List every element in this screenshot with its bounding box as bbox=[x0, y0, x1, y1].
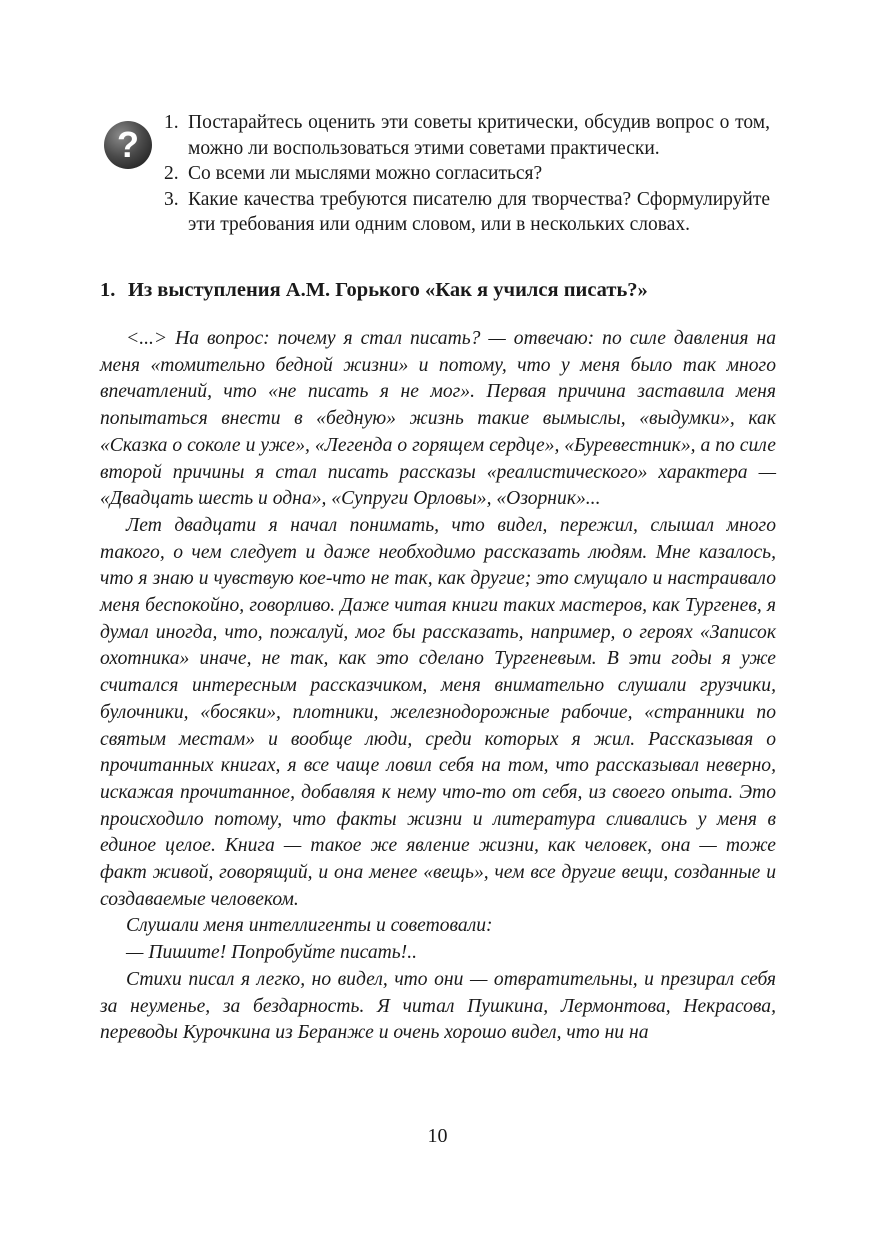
question-item bbox=[164, 161, 770, 187]
question-text: Со всеми ли мыслями можно согласиться? bbox=[188, 163, 543, 184]
question-text: Постарайтесь оценить эти советы критически, обсудив вопрос о том, можно ли воспользоваться этими советами практически. bbox=[188, 112, 770, 159]
article-body bbox=[100, 326, 776, 1047]
section-number: 1. bbox=[100, 279, 116, 301]
paragraph: Слушали меня интеллигенты и советовали: bbox=[126, 915, 493, 937]
question-number: 2. bbox=[164, 163, 179, 184]
section-title: Из выступления А.М. Горького «Как я учился писать?» bbox=[128, 279, 648, 301]
paragraph: — Пишите! Попробуйте писать!.. bbox=[126, 942, 418, 964]
page-number: 10 bbox=[427, 1125, 448, 1147]
question-item bbox=[164, 187, 770, 238]
svg-text:?: ? bbox=[117, 124, 139, 165]
question-mark-icon bbox=[103, 120, 153, 170]
question-item bbox=[164, 110, 770, 161]
section-heading bbox=[100, 276, 780, 304]
paragraph: <...> На вопрос: почему я стал писать? — отвечаю: по силе давления на меня «томительно бедной жизни» и потому, что у меня было так много впечатлений, что «не писать я не мог». Первая причина заставила меня попытаться внести в «бедную» жизнь такие вымыслы, «выдумки», как «Сказка о соколе и уже», «Легенда о горящем сердце», «Буревестник», а по силе второй причины я стал писать рассказы «реалистического» характера — «Двадцать шесть и одна», «Супруги Орловы», «Озорник»... bbox=[100, 328, 776, 510]
questions-list bbox=[164, 110, 770, 238]
question-number: 3. bbox=[164, 188, 179, 210]
question-text: Какие качества требуются писателю для творчества? Сформулируйте эти требования или одним словом, или в нескольких словах. bbox=[188, 188, 770, 235]
paragraph: Лет двадцати я начал понимать, что видел, пережил, слышал много такого, о чем следует и даже необходимо рассказать людям. Мне казалось, что я знаю и чувствую кое-что не так, как другие; это смущало и настраивало меня беспокойно, говорливо. Даже читая книги таких мастеров, как Тургенев, я думал иногда, что, пожалуй, мог бы рассказать, например, о героях «Записок охотника» иначе, не так, как это сделано Тургеневым. В эти годы я уже считался интересным рассказчиком, меня внимательно слушали грузчики, булочники, «босяки», плотники, железнодорожные рабочие, «странники по святым местам» и вообще люди, среди которых я жил. Рассказывая о прочитанных книгах, я все чаще ловил себя на том, что рассказывал неверно, искажая прочитанное, добавляя к нему что-то от себя, из своего опыта. Это происходило потому, что факты жизни и литература сливались у меня в единое целое. Книга — такое же явление жизни, как человек, она — тоже факт живой, говорящий, и она менее «вещь», чем все другие вещи, созданные и создаваемые человеком. bbox=[100, 514, 776, 910]
paragraph: Стихи писал я легко, но видел, что они — отвратительны, и презирал себя за неуменье, за бездарность. Я читал Пушкина, Лермонтова, Некрасова, переводы Курочкина из Беранже и очень хорошо видел, что ни на bbox=[100, 968, 776, 1044]
question-number: 1. bbox=[164, 112, 179, 133]
